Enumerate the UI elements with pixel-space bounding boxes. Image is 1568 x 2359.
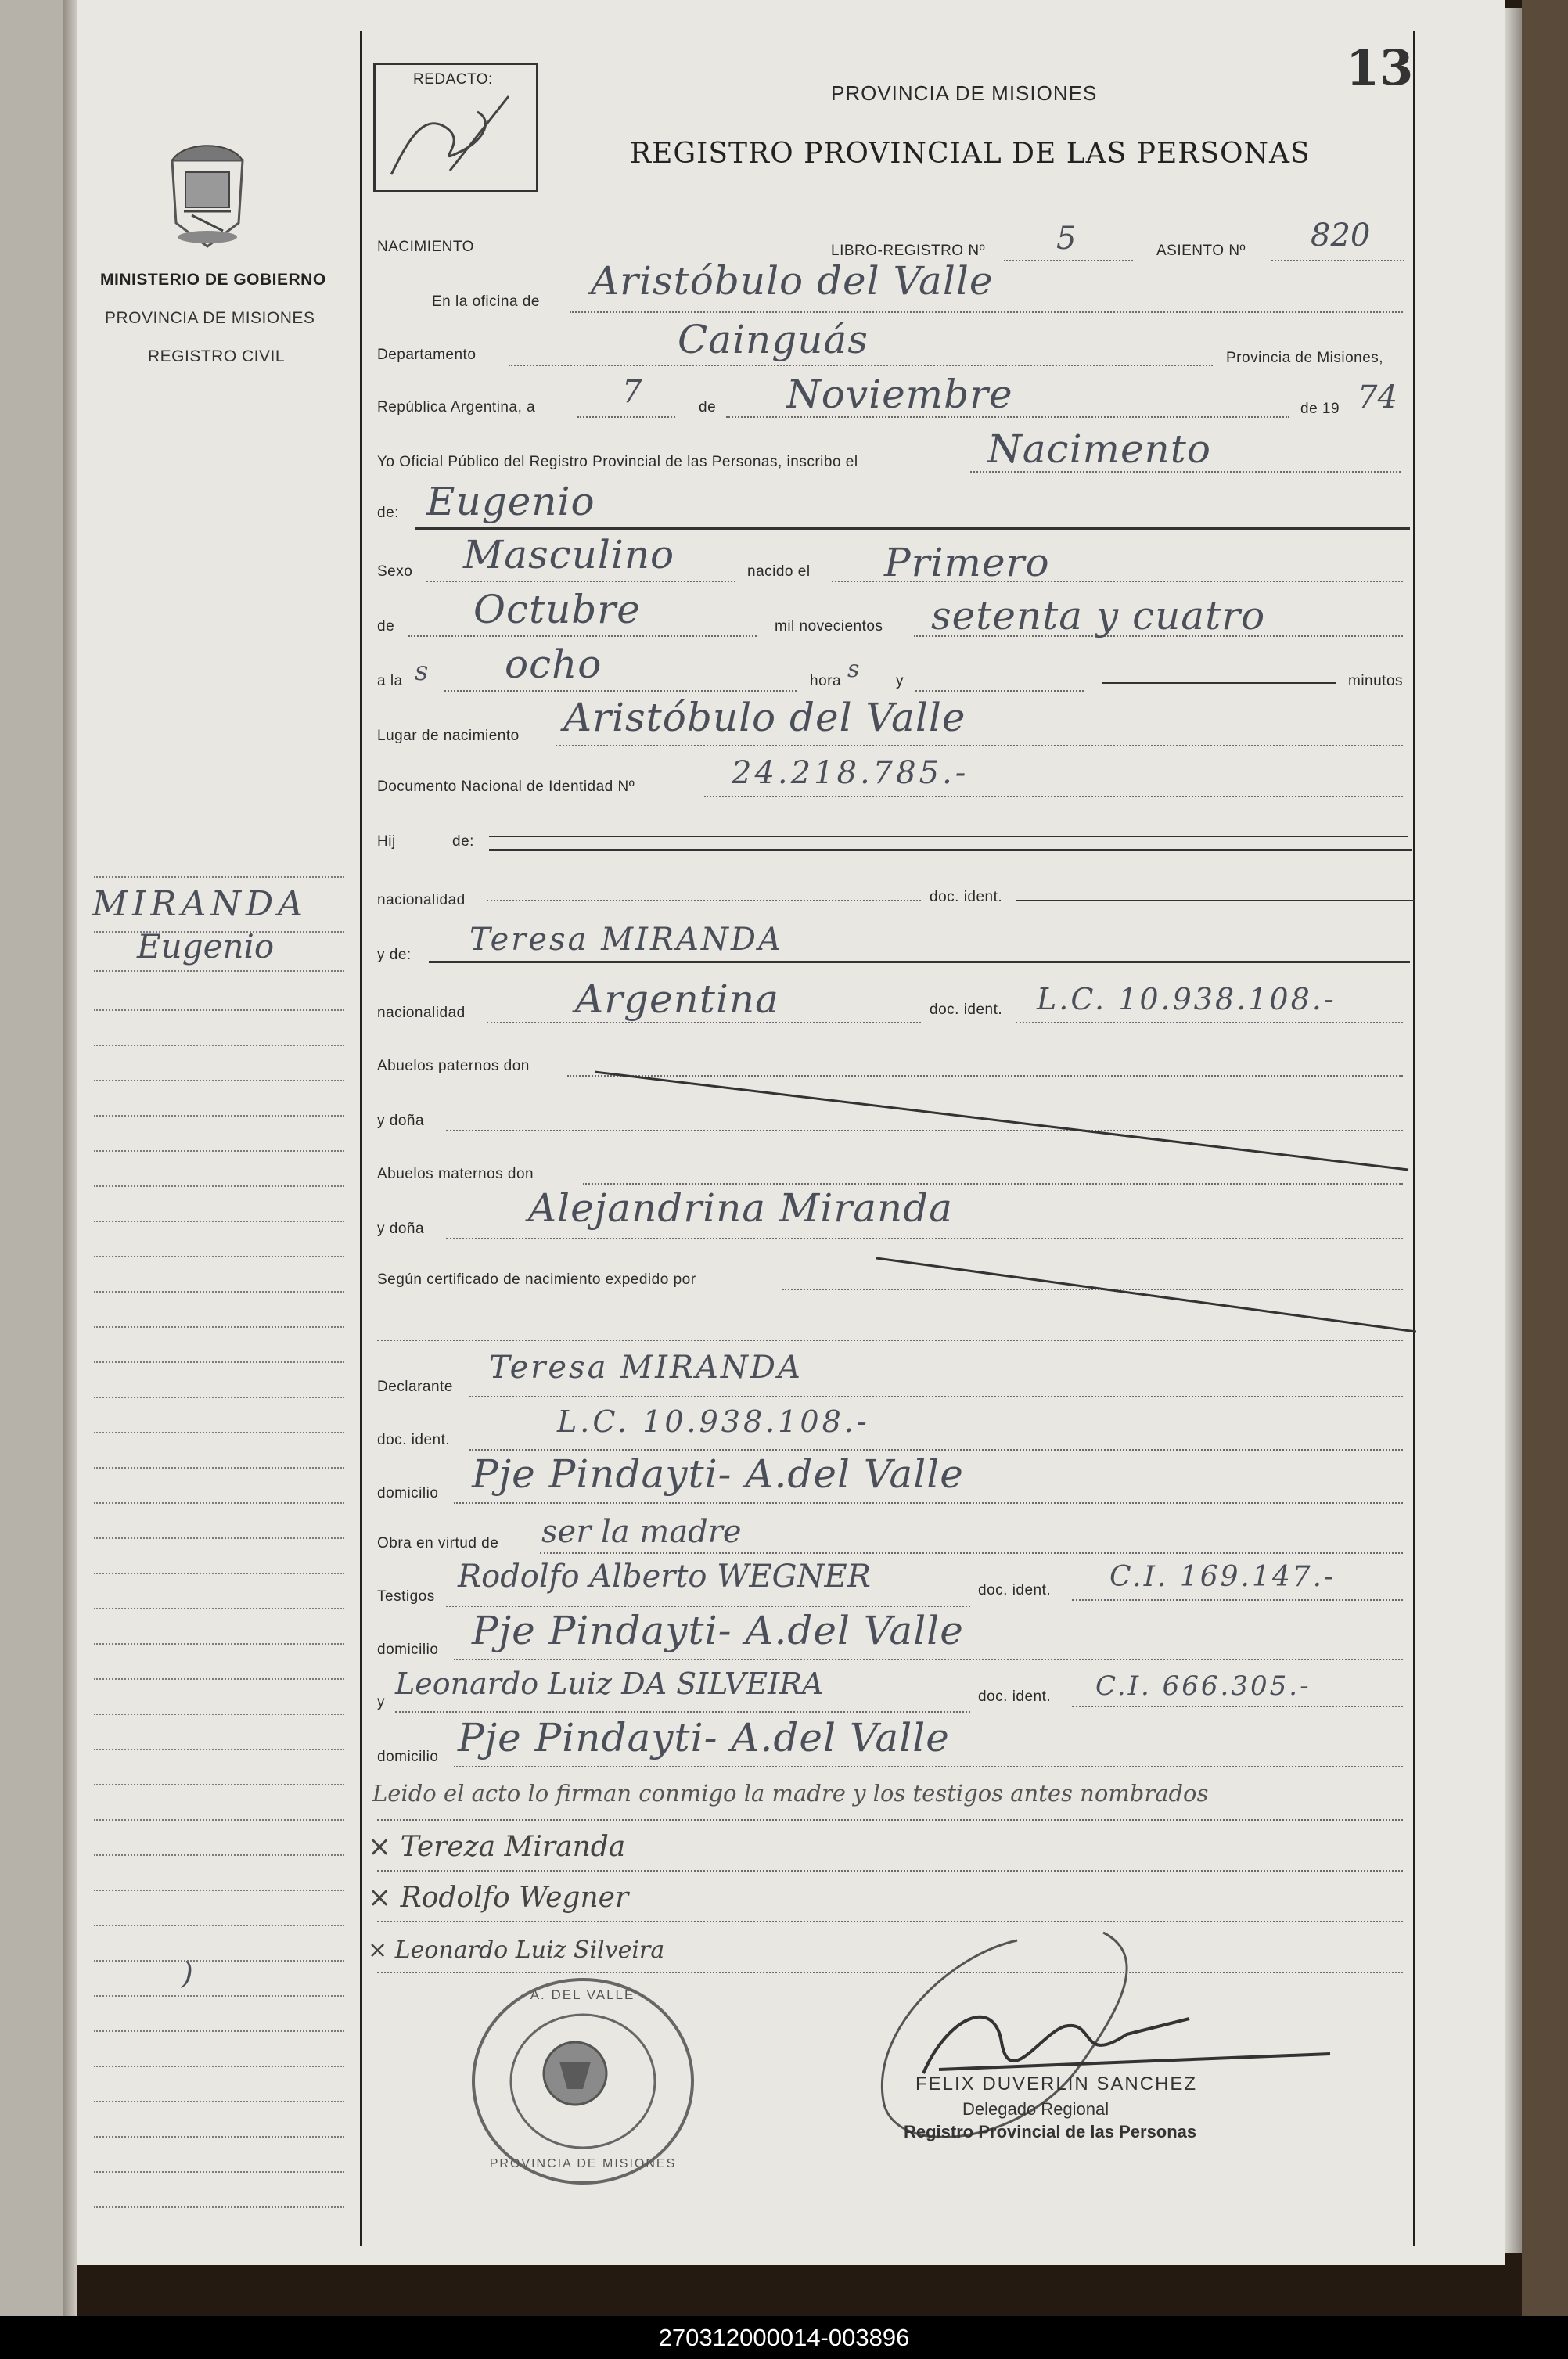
dia-value: 7 bbox=[622, 374, 642, 410]
signature-witness-1: × Rodolfo Wegner bbox=[368, 1882, 629, 1914]
signature-mother: × Tereza Miranda bbox=[368, 1831, 626, 1863]
asiento-value: 820 bbox=[1311, 218, 1371, 254]
abuelos-mat-label: Abuelos maternos don bbox=[377, 1166, 534, 1182]
ala-label: a la bbox=[377, 673, 403, 689]
svg-text:· A. DEL VALLE ·: · A. DEL VALLE · bbox=[520, 1987, 646, 2002]
obra-label: Obra en virtud de bbox=[377, 1535, 499, 1552]
page-edge-right bbox=[1505, 8, 1522, 2253]
inscribo-value: Nacimento bbox=[987, 426, 1211, 472]
asiento-label: ASIENTO Nº bbox=[1156, 243, 1246, 259]
departamento-label: Departamento bbox=[377, 347, 477, 363]
sexo-value: Masculino bbox=[463, 532, 675, 577]
docident2-label: doc. ident. bbox=[930, 1001, 1003, 1018]
province-crest-icon bbox=[160, 137, 254, 250]
abuelos-pat-label: Abuelos paternos don bbox=[377, 1058, 530, 1074]
de3-label: de bbox=[377, 618, 395, 635]
docident4-label: doc. ident. bbox=[978, 1582, 1052, 1598]
yde-label: y de: bbox=[377, 947, 412, 963]
testigo1-dom: Pje Pindayti- A.del Valle bbox=[472, 1608, 964, 1653]
anio-label: de 19 bbox=[1300, 401, 1340, 417]
book-cover-edge bbox=[1522, 0, 1568, 2316]
docident-label: doc. ident. bbox=[930, 889, 1003, 905]
margin-mark: ) bbox=[182, 1956, 193, 1990]
header-province: PROVINCIA DE MISIONES bbox=[831, 81, 1098, 105]
header-title: REGISTRO PROVINCIAL DE LAS PERSONAS bbox=[630, 138, 1311, 170]
nacido-label: nacido el bbox=[747, 563, 811, 580]
cancellation-strokes bbox=[360, 1056, 1416, 1338]
y-label: y bbox=[896, 673, 904, 689]
official-org: Registro Provincial de las Personas bbox=[904, 2122, 1197, 2141]
domicilio2-label: domicilio bbox=[377, 1642, 439, 1658]
abuela-mat-value: Alejandrina Miranda bbox=[528, 1185, 953, 1231]
dni-label: Documento Nacional de Identidad Nº bbox=[377, 779, 635, 795]
record-type: NACIMIENTO bbox=[377, 239, 474, 255]
segun-label: Según certificado de nacimiento expedido por bbox=[377, 1271, 696, 1288]
oficina-label: En la oficina de bbox=[432, 293, 540, 310]
oficina-value: Aristóbulo del Valle bbox=[591, 258, 994, 304]
official-name: FELIX DUVERLIN SANCHEZ bbox=[915, 2073, 1198, 2095]
testigo1-value: Rodolfo Alberto WEGNER bbox=[458, 1559, 871, 1595]
ydona-label: y doña bbox=[377, 1113, 425, 1129]
republica-label: República Argentina, a bbox=[377, 399, 536, 415]
nacionalidad2-label: nacionalidad bbox=[377, 1005, 466, 1021]
ala-suffix: s bbox=[415, 656, 429, 687]
declarante-value: Teresa MIRANDA bbox=[489, 1350, 803, 1386]
declarante-label: Declarante bbox=[377, 1379, 453, 1395]
nombre-value: Eugenio bbox=[426, 479, 595, 524]
archive-caption: 270312000014-003896 bbox=[658, 2324, 910, 2351]
libro-value: 5 bbox=[1056, 221, 1077, 257]
declarante-doc-value: L.C. 10.938.108.- bbox=[557, 1404, 870, 1439]
lugar-label: Lugar de nacimiento bbox=[377, 728, 520, 744]
ministry-name: MINISTERIO DE GOBIERNO bbox=[100, 271, 326, 289]
page-number: 13 bbox=[1346, 39, 1414, 96]
testigo2-doc: C.I. 666.305.- bbox=[1095, 1670, 1311, 1702]
registry-seal bbox=[466, 1972, 700, 2191]
hora-value: ocho bbox=[505, 642, 602, 687]
signature-witness-2: × Leonardo Luiz Silveira bbox=[368, 1936, 665, 1964]
madre-nac-value: Argentina bbox=[575, 976, 779, 1022]
horas-suffix: s bbox=[847, 656, 860, 683]
left-registry: REGISTRO CIVIL bbox=[148, 347, 286, 365]
svg-text:PROVINCIA DE MISIONES: PROVINCIA DE MISIONES bbox=[489, 2157, 677, 2170]
margin-surname: MIRANDA bbox=[92, 884, 307, 924]
testigo2-value: Leonardo Luiz DA SILVEIRA bbox=[395, 1667, 824, 1701]
y2-label: y bbox=[377, 1694, 385, 1710]
hij-label: Hij bbox=[377, 833, 396, 850]
testigo2-dom: Pje Pindayti- A.del Valle bbox=[458, 1715, 950, 1760]
nacionalidad-label: nacionalidad bbox=[377, 892, 466, 908]
domicilio3-label: domicilio bbox=[377, 1749, 439, 1765]
oficial-label: Yo Oficial Público del Registro Provincial de las Personas, inscribo el bbox=[377, 454, 858, 470]
redacto-box bbox=[373, 63, 538, 192]
margin-notes-area bbox=[94, 876, 344, 2222]
anio-nac-value: setenta y cuatro bbox=[931, 593, 1266, 638]
de2-label: de: bbox=[377, 505, 399, 521]
redacto-label: REDACTO: bbox=[413, 71, 493, 88]
minutos-label: minutos bbox=[1348, 673, 1404, 689]
ydona2-label: y doña bbox=[377, 1221, 425, 1237]
horas-label: hora bbox=[810, 673, 842, 689]
docident3-label: doc. ident. bbox=[377, 1432, 451, 1448]
anio-value: 74 bbox=[1358, 379, 1397, 415]
nacido-value: Primero bbox=[884, 540, 1050, 585]
redacto-initials bbox=[376, 65, 536, 190]
madre-value: Teresa MIRANDA bbox=[469, 922, 783, 958]
left-province: PROVINCIA DE MISIONES bbox=[105, 309, 315, 327]
page-gutter-shadow bbox=[63, 0, 77, 2316]
margin-name: Eugenio bbox=[137, 927, 275, 966]
closing-note: Leido el acto lo firman conmigo la madre y los testigos antes nombrados bbox=[372, 1780, 1209, 1807]
left-page-edge bbox=[0, 0, 63, 2316]
sexo-label: Sexo bbox=[377, 563, 413, 580]
testigos-label: Testigos bbox=[377, 1588, 435, 1605]
departamento-value: Cainguás bbox=[678, 317, 869, 362]
mil-label: mil novecientos bbox=[775, 618, 883, 635]
obra-value: ser la madre bbox=[541, 1514, 742, 1550]
lugar-value: Aristóbulo del Valle bbox=[563, 695, 966, 740]
docident5-label: doc. ident. bbox=[978, 1688, 1052, 1705]
provincia-label: Provincia de Misiones, bbox=[1226, 350, 1384, 366]
de-label: de bbox=[699, 399, 717, 415]
domicilio-value: Pje Pindayti- A.del Valle bbox=[472, 1451, 964, 1497]
mes-value: Noviembre bbox=[786, 372, 1013, 417]
libro-label: LIBRO-REGISTRO Nº bbox=[831, 243, 986, 259]
domicilio-label: domicilio bbox=[377, 1485, 439, 1501]
mes-nac-value: Octubre bbox=[473, 587, 641, 632]
official-title: Delegado Regional bbox=[962, 2099, 1109, 2119]
dni-value: 24.218.785.- bbox=[732, 755, 969, 791]
hij-de-label: de: bbox=[452, 833, 474, 850]
testigo1-doc: C.I. 169.147.- bbox=[1109, 1561, 1336, 1593]
madre-doc-value: L.C. 10.938.108.- bbox=[1037, 982, 1336, 1016]
